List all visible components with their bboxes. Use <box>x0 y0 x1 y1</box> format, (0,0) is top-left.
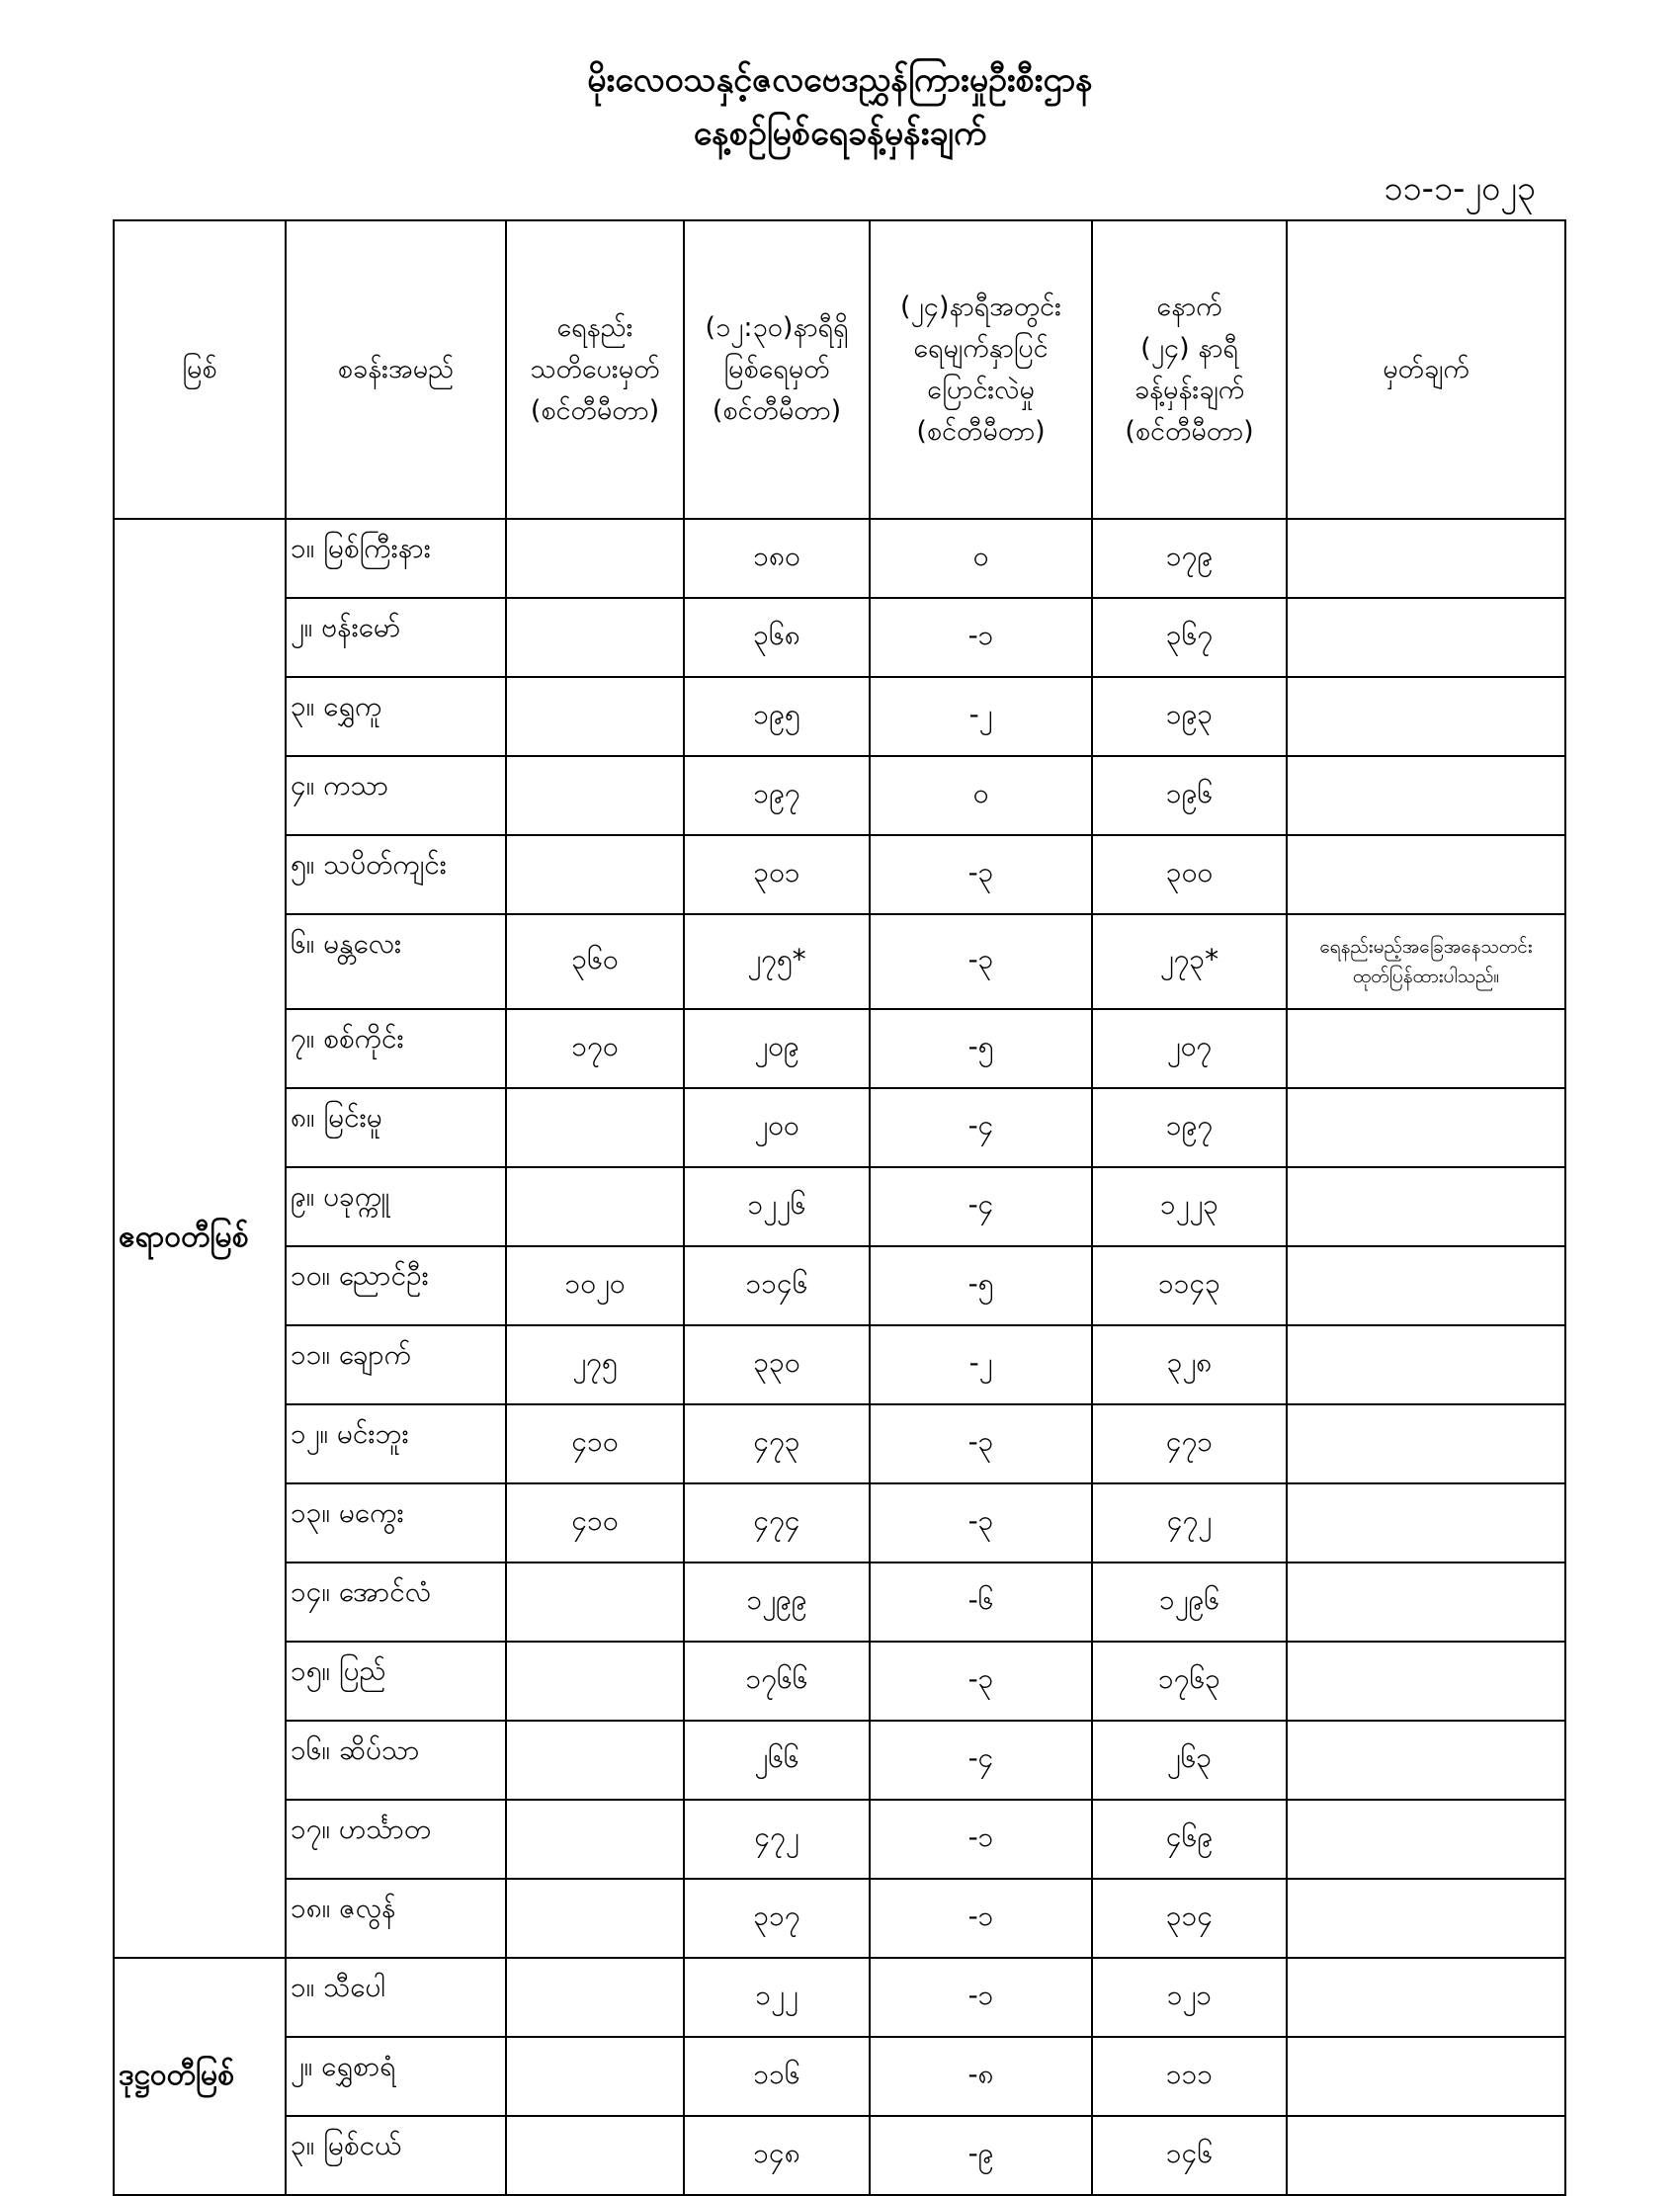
remark-cell <box>1287 1404 1565 1483</box>
change-value: -၄ <box>870 1721 1092 1800</box>
low-warning-value: ၄၁၀ <box>506 1483 684 1563</box>
table-row <box>114 2116 1565 2195</box>
col-change-header: (၂၄)နာရီအတွင်း ရေမျက်နှာပြင် ပြောင်းလဲမှု (စင်တီမီတာ) <box>870 220 1092 519</box>
col-forecast-header: နောက် (၂၄) နာရီ ခန့်မှန်းချက် (စင်တီမီတာ) <box>1092 220 1287 519</box>
change-value: -၁ <box>870 1958 1092 2037</box>
forecast-value: ၁၉၆ <box>1092 756 1287 835</box>
report-date: ၁၁-၁-၂၀၂၃ <box>1384 169 1536 209</box>
low-warning-value <box>506 519 684 598</box>
forecast-value: ၃၂၈ <box>1092 1325 1287 1404</box>
water-level-value: ၁၇၆၆ <box>684 1642 870 1721</box>
station-name: ၅။ သပိတ်ကျင်း <box>286 835 506 914</box>
change-value: -၈ <box>870 2037 1092 2116</box>
table-row <box>114 519 1565 598</box>
water-level-value: ၄၇၂ <box>684 1800 870 1879</box>
remark-cell <box>1287 1642 1565 1721</box>
station-name: ၁၂။ မင်းဘူး <box>286 1404 506 1483</box>
station-name: ၁၅။ ပြည် <box>286 1642 506 1721</box>
change-value: -၅ <box>870 1009 1092 1088</box>
table-row <box>114 914 1565 1009</box>
change-value: -၉ <box>870 2116 1092 2195</box>
change-value: -၃ <box>870 914 1092 1009</box>
table-row <box>114 835 1565 914</box>
station-name: ၆။ မန္တလေး <box>286 914 506 1009</box>
water-level-value: ၁၂၂ <box>684 1958 870 2037</box>
low-warning-value <box>506 1958 684 2037</box>
station-name: ၇။ စစ်ကိုင်း <box>286 1009 506 1088</box>
forecast-value: ၁၂၂၃ <box>1092 1167 1287 1246</box>
col-river-header: မြစ် <box>114 220 286 519</box>
remark-cell <box>1287 2037 1565 2116</box>
change-value: -၄ <box>870 1088 1092 1167</box>
change-value: -၂ <box>870 677 1092 756</box>
table-row <box>114 598 1565 677</box>
station-name: ၃။ မြစ်ငယ် <box>286 2116 506 2195</box>
low-warning-value <box>506 1721 684 1800</box>
change-value: -၃ <box>870 1483 1092 1563</box>
water-level-value: ၁၂၉၉ <box>684 1563 870 1642</box>
forecast-value: ၁၄၆ <box>1092 2116 1287 2195</box>
river-name: ဒုဋ္ဌဝတီမြစ် <box>114 1958 286 2195</box>
table-row <box>114 1404 1565 1483</box>
station-name: ၁၆။ ဆိပ်သာ <box>286 1721 506 1800</box>
remark-cell <box>1287 1167 1565 1246</box>
water-level-value: ၂၇၅* <box>684 914 870 1009</box>
water-level-value: ၄၇၄ <box>684 1483 870 1563</box>
table-row <box>114 1642 1565 1721</box>
change-value: ၀ <box>870 756 1092 835</box>
change-value: -၆ <box>870 1563 1092 1642</box>
change-value: -၃ <box>870 1642 1092 1721</box>
low-warning-value: ၁၇၀ <box>506 1009 684 1088</box>
forecast-value: ၄၇၂ <box>1092 1483 1287 1563</box>
change-value: -၁ <box>870 1879 1092 1958</box>
forecast-value: ၁၂၁ <box>1092 1958 1287 2037</box>
water-level-value: ၃၆၈ <box>684 598 870 677</box>
col-station-header: စခန်းအမည် <box>286 220 506 519</box>
table-row <box>114 1958 1565 2037</box>
forecast-value: ၃၆၇ <box>1092 598 1287 677</box>
low-warning-value <box>506 1642 684 1721</box>
forecast-value: ၁၉၇ <box>1092 1088 1287 1167</box>
water-level-value: ၁၄၈ <box>684 2116 870 2195</box>
low-warning-value: ၂၇၅ <box>506 1325 684 1404</box>
remark-cell <box>1287 1009 1565 1088</box>
station-name: ၈။ မြင်းမူ <box>286 1088 506 1167</box>
table-row <box>114 1800 1565 1879</box>
remark-cell <box>1287 1879 1565 1958</box>
table-row <box>114 1088 1565 1167</box>
water-level-value: ၁၁၆ <box>684 2037 870 2116</box>
low-warning-value <box>506 1088 684 1167</box>
low-warning-value: ၄၁၀ <box>506 1404 684 1483</box>
table-row <box>114 1246 1565 1325</box>
col-level-header: (၁၂:၃၀)နာရီရှိ မြစ်ရေမှတ် (စင်တီမီတာ) <box>684 220 870 519</box>
forecast-value: ၂၀၇ <box>1092 1009 1287 1088</box>
forecast-value: ၂၇၃* <box>1092 914 1287 1009</box>
water-level-value: ၁၁၄၆ <box>684 1246 870 1325</box>
remark-cell <box>1287 2116 1565 2195</box>
forecast-value: ၁၁၄၃ <box>1092 1246 1287 1325</box>
station-name: ၁၈။ ဇလွန် <box>286 1879 506 1958</box>
change-value: -၅ <box>870 1246 1092 1325</box>
water-level-value: ၂၆၆ <box>684 1721 870 1800</box>
page-subtitle: နေ့စဉ်မြစ်ရေခန့်မှန်းချက် <box>693 114 987 153</box>
table-row <box>114 1009 1565 1088</box>
table-row <box>114 1879 1565 1958</box>
low-warning-value <box>506 1800 684 1879</box>
change-value: ၀ <box>870 519 1092 598</box>
forecast-value: ၁၇၉ <box>1092 519 1287 598</box>
table-row <box>114 1325 1565 1404</box>
low-warning-value <box>506 756 684 835</box>
forecast-table <box>113 219 1566 2196</box>
low-warning-value <box>506 598 684 677</box>
forecast-value: ၃၀၀ <box>1092 835 1287 914</box>
low-warning-value <box>506 1563 684 1642</box>
station-name: ၁၄။ အောင်လံ <box>286 1563 506 1642</box>
water-level-value: ၁၂၂၆ <box>684 1167 870 1246</box>
low-warning-value <box>506 1879 684 1958</box>
table-row <box>114 756 1565 835</box>
table-row <box>114 2037 1565 2116</box>
low-warning-value <box>506 835 684 914</box>
remark-cell <box>1287 1246 1565 1325</box>
remark-cell <box>1287 1325 1565 1404</box>
station-name: ၁။ သီပေါ <box>286 1958 506 2037</box>
forecast-value: ၄၆၉ <box>1092 1800 1287 1879</box>
change-value: -၁ <box>870 598 1092 677</box>
low-warning-value <box>506 677 684 756</box>
station-name: ၄။ ကသာ <box>286 756 506 835</box>
remark-cell <box>1287 1483 1565 1563</box>
water-level-value: ၃၃၀ <box>684 1325 870 1404</box>
water-level-value: ၁၉၇ <box>684 756 870 835</box>
change-value: -၃ <box>870 835 1092 914</box>
water-level-value: ၂၀၀ <box>684 1088 870 1167</box>
remark-cell <box>1287 1721 1565 1800</box>
remark-cell <box>1287 519 1565 598</box>
table-row <box>114 677 1565 756</box>
station-name: ၉။ ပခုက္ကူ <box>286 1167 506 1246</box>
water-level-value: ၂၀၉ <box>684 1009 870 1088</box>
change-value: -၂ <box>870 1325 1092 1404</box>
table-row <box>114 1167 1565 1246</box>
river-name: ဧရာဝတီမြစ် <box>114 519 286 1958</box>
forecast-value: ၁၁၁ <box>1092 2037 1287 2116</box>
low-warning-value: ၃၆၀ <box>506 914 684 1009</box>
water-level-value: ၄၇၃ <box>684 1404 870 1483</box>
remark-cell: ရေနည်းမည့်အခြေအနေသတင်း ထုတ်ပြန်ထားပါသည်။ <box>1287 914 1565 1009</box>
remark-cell <box>1287 1563 1565 1642</box>
forecast-value: ၁၂၉၆ <box>1092 1563 1287 1642</box>
forecast-value: ၁၉၃ <box>1092 677 1287 756</box>
water-level-value: ၁၈၀ <box>684 519 870 598</box>
forecast-value: ၁၇၆၃ <box>1092 1642 1287 1721</box>
table-row <box>114 1563 1565 1642</box>
remark-cell <box>1287 1800 1565 1879</box>
remark-cell <box>1287 756 1565 835</box>
station-name: ၃။ ရွှေကူ <box>286 677 506 756</box>
change-value: -၃ <box>870 1404 1092 1483</box>
page-title: မိုးလေဝသနှင့်ဇလဗေဒညွှန်ကြားမှုဦးစီးဌာန <box>587 60 1093 100</box>
table-header-row <box>114 220 1565 519</box>
col-remark-header: မှတ်ချက် <box>1287 220 1565 519</box>
station-name: ၁၀။ ညောင်ဦး <box>286 1246 506 1325</box>
low-warning-value: ၁၀၂၀ <box>506 1246 684 1325</box>
change-value: -၄ <box>870 1167 1092 1246</box>
station-name: ၂။ ရွှေစာရံ <box>286 2037 506 2116</box>
station-name: ၁၃။ မကွေး <box>286 1483 506 1563</box>
station-name: ၁၁။ ချောက် <box>286 1325 506 1404</box>
low-warning-value <box>506 2116 684 2195</box>
col-low-warning-header: ရေနည်း သတိပေးမှတ် (စင်တီမီတာ) <box>506 220 684 519</box>
water-level-value: ၃၁၇ <box>684 1879 870 1958</box>
water-level-value: ၁၉၅ <box>684 677 870 756</box>
forecast-value: ၂၆၃ <box>1092 1721 1287 1800</box>
remark-cell <box>1287 835 1565 914</box>
forecast-value: ၄၇၁ <box>1092 1404 1287 1483</box>
remark-cell <box>1287 1958 1565 2037</box>
remark-cell <box>1287 1088 1565 1167</box>
table-row <box>114 1721 1565 1800</box>
table-row <box>114 1483 1565 1563</box>
low-warning-value <box>506 1167 684 1246</box>
remark-cell <box>1287 598 1565 677</box>
forecast-value: ၃၁၄ <box>1092 1879 1287 1958</box>
low-warning-value <box>506 2037 684 2116</box>
water-level-value: ၃၀၁ <box>684 835 870 914</box>
remark-cell <box>1287 677 1565 756</box>
station-name: ၁၇။ ဟင်္သာတ <box>286 1800 506 1879</box>
station-name: ၁။ မြစ်ကြီးနား <box>286 519 506 598</box>
station-name: ၂။ ဗန်းမော် <box>286 598 506 677</box>
change-value: -၁ <box>870 1800 1092 1879</box>
